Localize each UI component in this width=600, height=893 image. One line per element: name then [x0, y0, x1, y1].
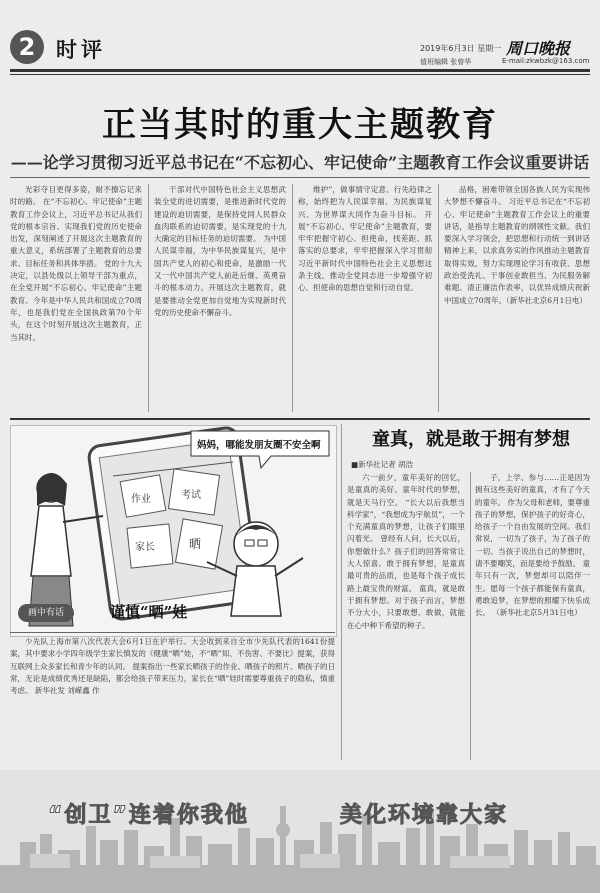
- date-line: 2019年6月3日 星期一: [420, 44, 502, 53]
- main-subhead: ——论学习贯彻习近平总书记在“不忘初心、牢记使命”主题教育工作会议重要讲话: [10, 153, 590, 172]
- caption-divider: [10, 632, 335, 633]
- cartoon-caption: 少先队上海市第八次代表大会6月1日在沪举行。大会收到来自全市少先队代表的1641份提案，其中要求小学四年级学生家长慎发的《健康“晒”娃，不“晒”知、不伤害、不要比》提案，获得互联网上众多家长和青少年的认同。 提案指出一些家长晒孩子的作业、晒孩子的照片、晒孩子的日常，无论是成绩优秀还是缺陷，都会给孩子带来压力，家长在“晒”娃时需要尊重孩子的隐私，慎重考虑。 新华社发 刘嵘鑫 作: [10, 637, 335, 696]
- column-divider: [341, 424, 342, 760]
- opinion-column-1: 六一前夕，童年美好的回忆，是童真的美好。童年时代的梦想，就是天马行空。 “长大以后我想当科学家”，“我想成为宇航员”，一个个充满童真的梦想，让孩子们眼里闪着光。 曾经有人问，长大以后，你想做什么？孩子们的回答常常让大人惊喜。敢于拥有梦想，是童真最可贵的品质，也是每个孩子成长路上最宝贵的财富。 童真，就是敢于拥有梦想。对于孩子而言，梦想不分大小，只要敢想、敢做，就能在心中种下希望的种子。: [347, 473, 465, 630]
- paper-logo: 周口晚报: [506, 39, 571, 58]
- section-tag: 画中有话: [18, 604, 74, 622]
- main-article-column-1: 光彩夺目更得多姿，耐不擦忘记来时的路。 在“不忘初心、牢记使命”主题教育工作会议上，习近平总书记从我们党的根本宗旨、实现我们党的历史使命出发，深刻阐述了开展这次主题教育的重大意义，系统部署了主题教育的总要求、目标任务和具体举措。 党的十九大决定，以县处级以上领导干部为重点，在全党开展“不忘初心、牢记使命”主题教育。今年是中华人民共和国成立70周年，也是我们党在全国执政第70个年头，在这个时刻开展这次主题教育，正当其时。: [10, 185, 142, 342]
- column-divider: [438, 184, 439, 412]
- public-service-banner: [0, 770, 600, 893]
- header-rule-thin: [10, 74, 590, 75]
- banner-slogan-left: “创卫”连着你我他: [48, 803, 249, 828]
- main-headline: 正当其时的重大主题教育: [102, 105, 498, 145]
- section-divider: [10, 418, 590, 420]
- headline-divider: [10, 177, 590, 178]
- cartoon-title: 谨慎“晒”娃: [110, 603, 188, 621]
- header-rule-thick: [10, 69, 590, 72]
- banner-slogan-right: 美化环境靠大家: [340, 803, 509, 828]
- opinion-title: 童真，就是敢于拥有梦想: [372, 429, 570, 450]
- main-article-column-4: 品格，困难带领全国各族人民为实现伟大梦想不懈奋斗。 习近平总书记在“不忘初心、牢记使命”主题教育工作会议上的重要讲话，是指导主题教育的纲领性文献。我们要深入学习领会，把思想和行动统一到讲话精神上来，以求真务实的作风推动主题教育取得实效，努力实现理论学习有收获、思想政治受洗礼、干事创业敢担当、为民服务解难题、清正廉洁作表率，以优异成绩庆祝新中国成立70周年。（新华社北京6月1日电）: [444, 185, 590, 305]
- city-skyline-graphic: [0, 770, 600, 893]
- column-divider: [470, 472, 471, 760]
- illustration-label: 考试: [181, 490, 201, 501]
- section-title: 时评: [56, 37, 106, 62]
- illustration-label: 作业: [131, 494, 151, 505]
- column-divider: [148, 184, 149, 412]
- editor-line: 值班编辑 张曾华: [420, 58, 472, 66]
- email-line: E-mail:zkwbzk@163.com: [502, 57, 590, 65]
- illustration-label: 晒: [189, 537, 202, 551]
- opinion-column-2: 子，上学、参与……正是因为拥有这些美好的童真，才有了今天的童年。 作为父母和老师，要尊重孩子的梦想，保护孩子的好奇心，给孩子一个自由发展的空间。我们常说，一切为了孩子，为了孩子的一切。当孩子说出自己的梦想时，请不要嘲笑，而是要给予鼓励。 童年只有一次，梦想却可以陪伴一生。愿每一个孩子都能保有童真，勇敢追梦，在梦想的照耀下快乐成长。 （新华社北京5月31日电）: [475, 473, 590, 618]
- illustration-label: 家长: [135, 542, 155, 553]
- main-article-column-2: 干部对代中国特色社会主义思想武装全党的进切需要，是推进新时代党的建设的迫切需要，是保持党同人民群众血肉联系的迫切需要，是实现党的十九大确定的目标任务的迫切需要。 为中国人民谋幸福，为中华民族谋复兴，是中国共产党人的初心和使命，是激励一代又一代中国共产党人前赴后继、英勇奋斗的根本动力。开展这次主题教育，就是要推动全党更加自觉地为实现新时代党的历史使命不懈奋斗。: [154, 185, 286, 317]
- column-divider: [292, 184, 293, 412]
- page-number-badge: 2: [10, 30, 44, 64]
- opinion-byline: ■新华社记者 胡浩: [351, 460, 413, 469]
- speech-bubble-text: 妈妈，哪能发朋友圈不安全啊: [197, 440, 321, 451]
- main-article-column-3: 维护”，做事情守定意、行先趋律之称，始终把为人民谋幸福、为民族谋复兴、为世界谋大同作为奋斗目标。 开展“不忘初心、牢记使命”主题教育，要牢牢把握守初心、担使命，找差距、抓落实的总要求，牢牢把握深入学习贯彻习近平新时代中国特色社会主义思想这条主线，推动全党同志进一步增强守初心、担使命的思想自觉和行动自觉。: [298, 185, 432, 293]
